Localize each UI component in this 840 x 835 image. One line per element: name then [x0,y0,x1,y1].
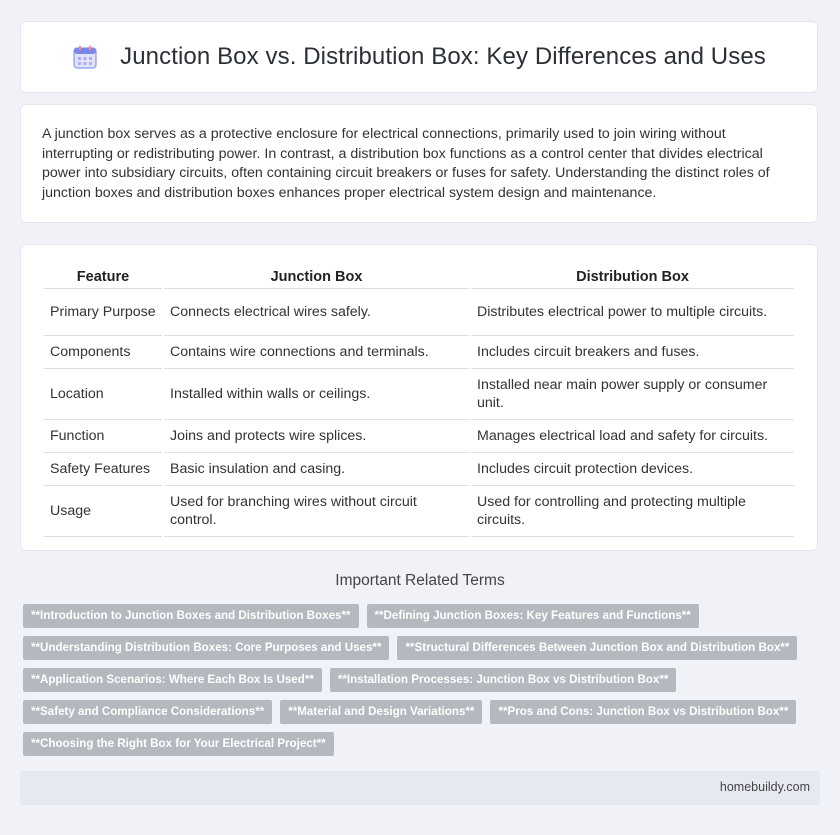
junction-box-cell: Used for branching wires without circuit control. [164,486,469,537]
distribution-box-cell: Used for controlling and protecting multiple circuits. [471,486,794,537]
page-title: Junction Box vs. Distribution Box: Key Differences and Uses [120,43,766,70]
table-row [44,336,794,369]
related-term-tag[interactable]: **Introduction to Junction Boxes and Distribution Boxes** [23,604,359,628]
related-term-tag[interactable]: **Understanding Distribution Boxes: Core Purposes and Uses** [23,636,389,660]
distribution-box-cell: Distributes electrical power to multiple circuits. [471,289,794,336]
related-term-tag[interactable]: **Safety and Compliance Considerations** [23,700,272,724]
distribution-box-cell: Includes circuit protection devices. [471,453,794,486]
intro-text: A junction box serves as a protective enclosure for electrical connections, primarily used to join wiring without interrupting or redistributing power. In contrast, a distribution box functions as a control center that divides electrical power into subsidiary circuits, often containing circuit breakers or fuses for safety. Understanding the distinct roles of junction boxes and distribution boxes enhances proper electrical system design and maintenance. [42,126,770,201]
table-row [44,289,794,336]
footer [20,771,820,805]
feature-cell: Safety Features [44,453,162,486]
junction-box-cell: Basic insulation and casing. [164,453,469,486]
related-term-tag[interactable]: **Material and Design Variations** [280,700,482,724]
related-term-tag[interactable]: **Application Scenarios: Where Each Box Is Used** [23,668,322,692]
table-row [44,453,794,486]
table-header-row [44,263,794,289]
junction-box-cell: Installed within walls or ceilings. [164,369,469,420]
title-wrap [72,43,766,71]
related-term-tag[interactable]: **Defining Junction Boxes: Key Features and Functions** [367,604,699,628]
table-row [44,420,794,453]
comparison-table-card [20,244,818,551]
calendar-icon [72,44,98,70]
related-terms-list [23,604,803,756]
header-card [20,21,818,93]
comparison-table [42,263,796,537]
feature-cell: Usage [44,486,162,537]
distribution-box-cell: Manages electrical load and safety for circuits. [471,420,794,453]
junction-box-cell: Contains wire connections and terminals. [164,336,469,369]
feature-cell: Components [44,336,162,369]
column-header-distribution-box: Distribution Box [471,263,794,289]
column-header-feature: Feature [44,263,162,289]
related-term-tag[interactable]: **Installation Processes: Junction Box vs Distribution Box** [330,668,677,692]
intro-card [20,104,818,223]
distribution-box-cell: Includes circuit breakers and fuses. [471,336,794,369]
related-term-tag[interactable]: **Structural Differences Between Junction Box and Distribution Box** [397,636,797,660]
feature-cell: Primary Purpose [44,289,162,336]
junction-box-cell: Joins and protects wire splices. [164,420,469,453]
feature-cell: Location [44,369,162,420]
table-row [44,486,794,537]
table-row [44,369,794,420]
junction-box-cell: Connects electrical wires safely. [164,289,469,336]
related-terms-title: Important Related Terms [335,572,505,589]
column-header-junction-box: Junction Box [164,263,469,289]
related-term-tag[interactable]: **Choosing the Right Box for Your Electrical Project** [23,732,334,756]
feature-cell: Function [44,420,162,453]
distribution-box-cell: Installed near main power supply or consumer unit. [471,369,794,420]
footer-site-name[interactable]: homebuildy.com [719,780,810,794]
related-term-tag[interactable]: **Pros and Cons: Junction Box vs Distribution Box** [490,700,796,724]
